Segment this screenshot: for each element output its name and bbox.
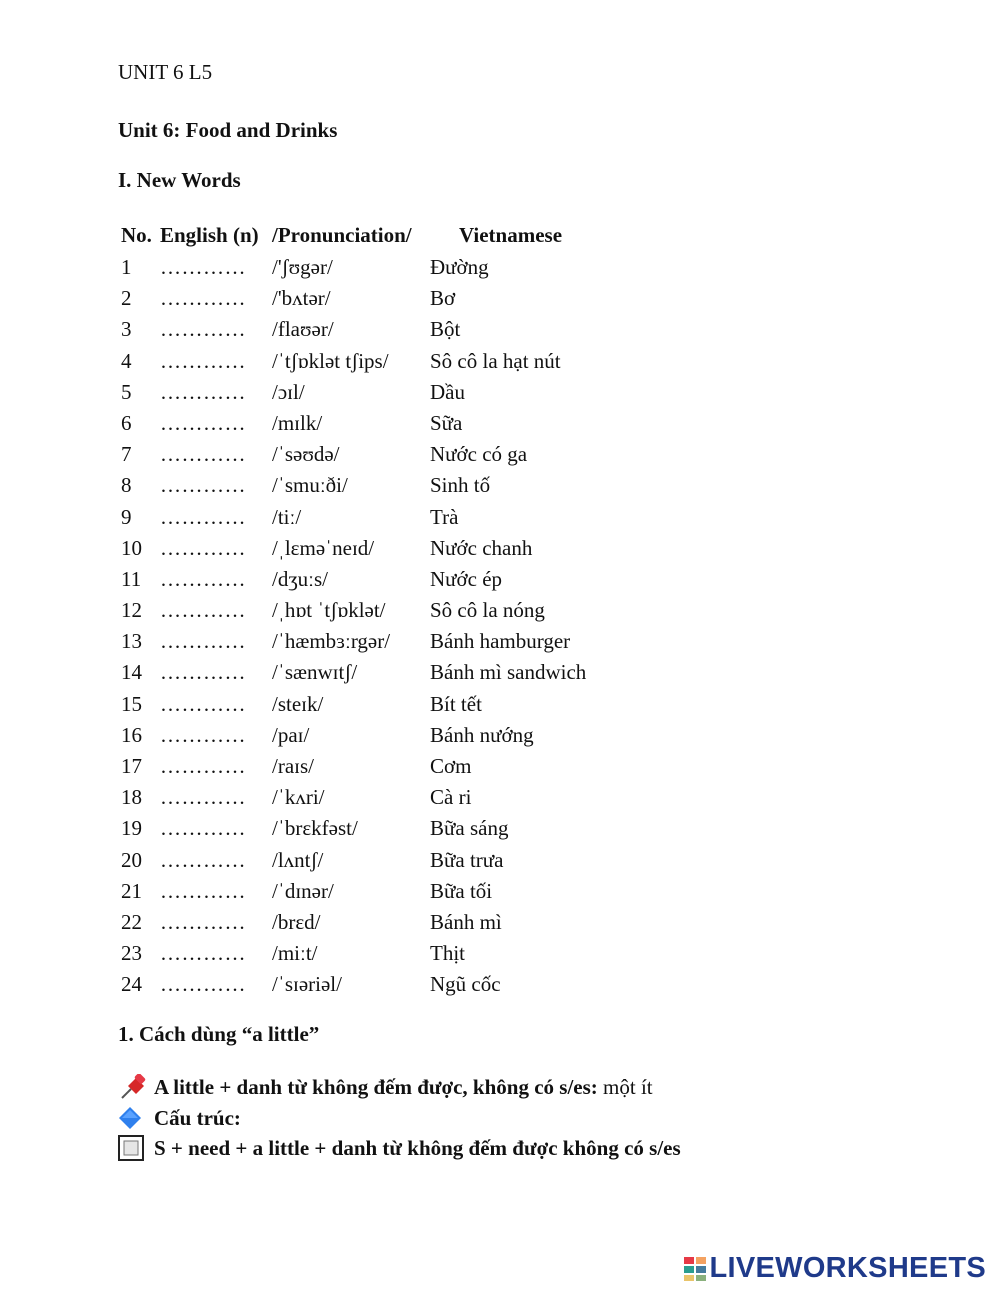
row-number: 6 <box>121 410 132 435</box>
row-number: 5 <box>121 379 132 404</box>
row-pronunciation: /mɪlk/ <box>272 410 323 435</box>
liveworksheets-text: LIVEWORKSHEETS <box>709 1252 986 1284</box>
unit-code: UNIT 6 L5 <box>118 60 213 84</box>
structure-label: Cấu trúc: <box>154 1105 241 1130</box>
row-pronunciation: /ˈtʃɒklət tʃips/ <box>272 348 389 373</box>
row-vietnamese: Sữa <box>430 410 463 435</box>
usage-heading: 1. Cách dùng “a little” <box>118 1022 320 1046</box>
structure-line <box>118 1105 241 1131</box>
structure-formula: S + need + a little + danh từ không đếm được không có s/es <box>154 1135 681 1160</box>
row-vietnamese: Bữa sáng <box>430 816 509 841</box>
row-pronunciation: /ˌlɛməˈneɪd/ <box>272 535 375 560</box>
english-blank[interactable]: ………… <box>160 629 246 654</box>
english-blank[interactable]: ………… <box>160 598 246 623</box>
row-pronunciation: /paɪ/ <box>272 722 310 747</box>
row-pronunciation: /ˈbrɛkfəst/ <box>272 816 358 841</box>
row-vietnamese: Trà <box>430 504 459 529</box>
rule-text: A little + danh từ không đếm được, không có s/es: <box>154 1074 598 1099</box>
row-pronunciation: /flaʊər/ <box>272 317 334 342</box>
row-number: 21 <box>121 878 142 903</box>
row-number: 12 <box>121 598 142 623</box>
row-vietnamese: Dầu <box>430 379 465 404</box>
row-pronunciation: /steɪk/ <box>272 691 324 716</box>
row-pronunciation: /'ʃʊgər/ <box>272 255 333 279</box>
english-blank[interactable]: ………… <box>160 317 246 342</box>
row-number: 2 <box>121 286 132 311</box>
row-vietnamese: Sinh tố <box>430 473 491 498</box>
col-pronunciation-header: /Pronunciation/ <box>272 223 412 247</box>
english-blank[interactable]: ………… <box>160 473 246 498</box>
row-number: 13 <box>121 629 142 654</box>
row-vietnamese: Cơm <box>430 754 472 778</box>
row-number: 11 <box>121 566 142 591</box>
row-vietnamese: Bơ <box>430 286 456 311</box>
row-number: 8 <box>121 473 132 498</box>
english-blank[interactable]: ………… <box>160 941 246 966</box>
row-vietnamese: Nước chanh <box>430 535 533 560</box>
row-pronunciation: /lʌntʃ/ <box>272 847 324 872</box>
english-blank[interactable]: ………… <box>160 660 246 685</box>
row-vietnamese: Bánh mì sandwich <box>430 660 587 685</box>
row-number: 7 <box>121 442 132 467</box>
row-vietnamese: Bữa trưa <box>430 847 504 872</box>
row-pronunciation: /ˈsəʊdə/ <box>272 442 340 467</box>
row-pronunciation: /ˌhɒt ˈtʃɒklət/ <box>272 598 386 623</box>
row-number: 1 <box>121 255 132 279</box>
row-number: 9 <box>121 504 132 529</box>
row-pronunciation: /raɪs/ <box>272 754 314 778</box>
english-blank[interactable]: ………… <box>160 410 246 435</box>
checkbox-icon <box>118 1135 148 1161</box>
english-blank[interactable]: ………… <box>160 348 246 373</box>
row-pronunciation: /ɔɪl/ <box>272 379 305 404</box>
row-number: 14 <box>121 660 142 685</box>
english-blank[interactable]: ………… <box>160 255 246 279</box>
blue-diamond-icon <box>118 1105 148 1131</box>
english-blank[interactable]: ………… <box>160 878 246 903</box>
english-blank[interactable]: ………… <box>160 442 246 467</box>
row-number: 22 <box>121 909 142 934</box>
row-vietnamese: Bít tết <box>430 691 482 716</box>
row-vietnamese: Bột <box>430 317 461 342</box>
row-vietnamese: Sô cô la nóng <box>430 598 545 623</box>
english-blank[interactable]: ………… <box>160 286 246 311</box>
row-pronunciation: /'bʌtər/ <box>272 286 331 311</box>
english-blank[interactable]: ………… <box>160 754 246 778</box>
rule-meaning: một ít <box>603 1074 653 1099</box>
liveworksheets-logo-icon <box>684 1256 708 1282</box>
english-blank[interactable]: ………… <box>160 566 246 591</box>
english-blank[interactable]: ………… <box>160 535 246 560</box>
row-vietnamese: Thịt <box>430 941 465 966</box>
col-vietnamese-header: Vietnamese <box>459 223 563 247</box>
liveworksheets-watermark <box>684 1252 987 1285</box>
row-number: 24 <box>121 972 142 997</box>
english-blank[interactable]: ………… <box>160 847 246 872</box>
row-pronunciation: /ˈhæmbɜːrgər/ <box>272 629 391 654</box>
row-pronunciation: /ˈsænwɪtʃ/ <box>272 660 358 685</box>
row-number: 10 <box>121 535 142 560</box>
row-pronunciation: /ˈkʌri/ <box>272 785 325 810</box>
row-vietnamese: Bánh mì <box>430 909 502 934</box>
rule-line <box>118 1074 653 1100</box>
row-pronunciation: /miːt/ <box>272 941 318 966</box>
english-blank[interactable]: ………… <box>160 972 246 997</box>
row-vietnamese: Bữa tối <box>430 878 493 903</box>
row-number: 19 <box>121 816 142 841</box>
row-vietnamese: Nước ép <box>430 566 503 591</box>
english-blank[interactable]: ………… <box>160 816 246 841</box>
page-title: Unit 6: Food and Drinks <box>118 118 338 142</box>
row-vietnamese: Bánh nướng <box>430 722 534 747</box>
english-blank[interactable]: ………… <box>160 379 246 404</box>
row-number: 3 <box>121 317 132 342</box>
row-number: 18 <box>121 785 142 810</box>
row-vietnamese: Cà ri <box>430 785 472 810</box>
row-number: 16 <box>121 722 142 747</box>
row-pronunciation: /brɛd/ <box>272 909 321 934</box>
col-english-header: English (n) <box>160 223 259 247</box>
col-no-header: No. <box>121 223 152 247</box>
english-blank[interactable]: ………… <box>160 504 246 529</box>
row-pronunciation: /ˈsɪəriəl/ <box>272 972 342 997</box>
row-number: 20 <box>121 847 142 872</box>
row-number: 23 <box>121 941 142 966</box>
english-blank[interactable]: ………… <box>160 909 246 934</box>
english-blank[interactable]: ………… <box>160 722 246 747</box>
pushpin-icon <box>118 1074 148 1100</box>
row-number: 15 <box>121 691 142 716</box>
row-pronunciation: /ˈdɪnər/ <box>272 878 334 903</box>
row-number: 17 <box>121 754 142 778</box>
section-title: I. New Words <box>118 168 241 192</box>
english-blank[interactable]: ………… <box>160 691 246 716</box>
row-pronunciation: /tiː/ <box>272 504 302 529</box>
row-vietnamese: Nước có ga <box>430 442 528 467</box>
row-vietnamese: Ngũ cốc <box>430 972 501 997</box>
row-vietnamese: Bánh hamburger <box>430 629 571 654</box>
row-pronunciation: /dʒuːs/ <box>272 566 328 591</box>
english-blank[interactable]: ………… <box>160 785 246 810</box>
row-vietnamese: Sô cô la hạt nút <box>430 348 561 373</box>
row-number: 4 <box>121 348 132 373</box>
formula-line <box>118 1135 681 1161</box>
row-pronunciation: /ˈsmuːði/ <box>272 473 348 498</box>
row-vietnamese: Đường <box>430 255 489 279</box>
